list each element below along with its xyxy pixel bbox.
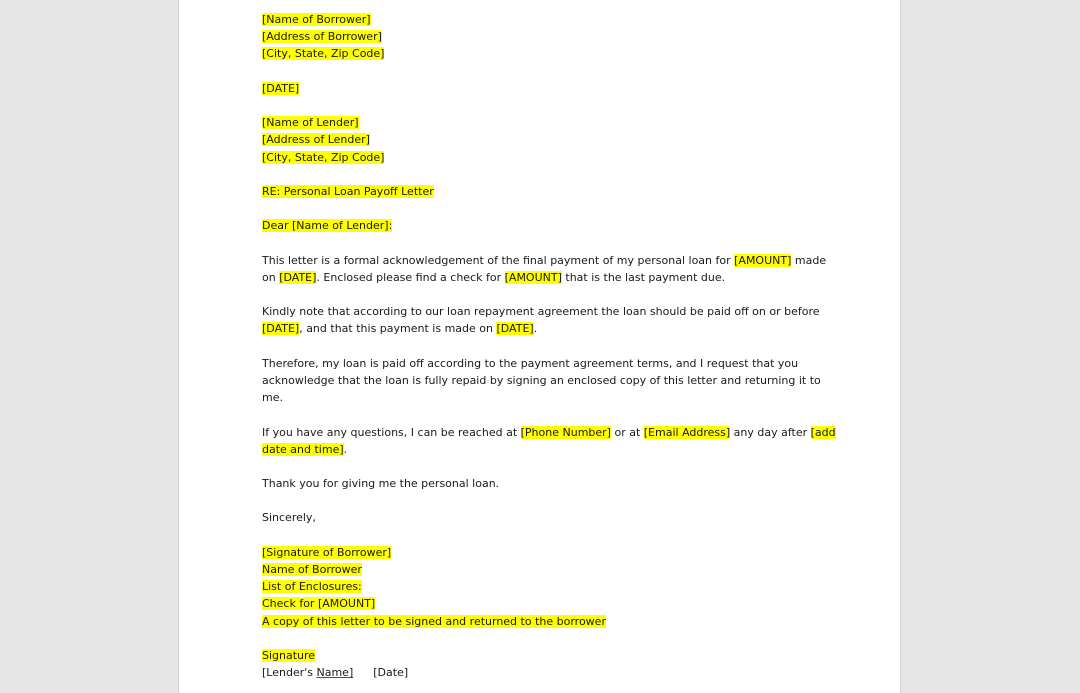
copy-line <box>262 613 822 630</box>
salutation: Dear [Name of Lender]: <box>262 219 393 233</box>
borrower-signature: [Signature of Borrower] <box>262 545 392 559</box>
paragraph-3-line-1: Therefore, my loan is paid off according to the payment agreement terms, and I request that you <box>262 356 799 370</box>
date-line <box>262 80 822 97</box>
date-placeholder-paid: [DATE] <box>496 322 534 336</box>
p2-text-1: Kindly note that according to our loan repayment agreement the loan should be paid off on or before <box>262 305 820 319</box>
enclosures-label: List of Enclosures: <box>262 580 362 594</box>
lender-name-word: Name] <box>316 666 354 680</box>
p4-text-1: If you have any questions, I can be reached at <box>262 425 521 439</box>
borrower-name: [Name of Borrower] <box>262 13 371 26</box>
p2-text-2: , and that this payment is made on <box>299 322 497 336</box>
enclosures-line <box>262 578 822 595</box>
borrower-city: [City, State, Zip Code] <box>262 47 385 61</box>
paragraph-1-line-1 <box>262 252 827 269</box>
thanks-line: Thank you for giving me the personal loan. <box>262 477 500 491</box>
p4-text-2: or at <box>610 425 644 439</box>
letter-body <box>262 11 836 681</box>
paragraph-2-line-1 <box>262 303 822 320</box>
paragraph-3-line-3: me. <box>262 391 283 405</box>
p1-text-3: on <box>262 270 280 284</box>
salutation-line <box>262 217 822 234</box>
borrower-name-line <box>262 11 822 28</box>
paragraph-1-line-2 <box>262 269 822 286</box>
p4-text-4: . <box>343 442 348 456</box>
lender-sign-date: [Date] <box>373 666 409 680</box>
phone-placeholder: [Phone Number] <box>520 425 611 439</box>
borrower-name-sign: Name of Borrower <box>262 563 362 576</box>
lender-address: [Address of Lender] <box>262 133 370 147</box>
lender-city: [City, State, Zip Code] <box>262 150 385 164</box>
amount-placeholder: [AMOUNT] <box>734 253 792 267</box>
copy-enclosure: A copy of this letter to be signed and returned to the borrower <box>262 614 606 628</box>
lender-name-prefix: [Lender's <box>262 666 317 680</box>
lender-name-line <box>262 114 822 131</box>
p1-text-4: . Enclosed please find a check for <box>316 270 505 284</box>
email-placeholder: [Email Address] <box>643 425 731 439</box>
p1-text-1: This letter is a formal acknowledgement of the final payment of my personal loan for <box>262 253 735 267</box>
paragraph-2-line-2 <box>262 320 822 337</box>
lender-city-line <box>262 149 822 166</box>
lender-name-date-line <box>262 664 822 681</box>
borrower-name-sign-line <box>262 561 822 578</box>
p1-text-5: that is the last payment due. <box>561 270 726 284</box>
lender-signature-label-line <box>262 647 822 664</box>
subject: RE: Personal Loan Payoff Letter <box>262 184 434 198</box>
check-enclosure: Check for [AMOUNT] <box>262 597 376 611</box>
letter-date: [DATE] <box>262 81 300 95</box>
date-placeholder: [DATE] <box>279 270 317 284</box>
add-date-placeholder: [add <box>810 425 836 439</box>
p2-text-3: . <box>533 322 538 336</box>
p4-text-3: any day after <box>730 425 811 439</box>
lender-name: [Name of Lender] <box>262 116 359 130</box>
lender-address-line <box>262 131 822 148</box>
signature-line <box>262 544 822 561</box>
borrower-address-line <box>262 28 822 45</box>
p1-text-2: made <box>791 253 827 267</box>
closing-line: Sincerely, <box>262 511 316 525</box>
document-page <box>178 0 901 693</box>
check-line <box>262 595 822 612</box>
paragraph-4-line-1 <box>262 424 836 441</box>
paragraph-3-line-2: acknowledge that the loan is fully repaid by signing an enclosed copy of this letter and returning it to <box>262 373 821 387</box>
subject-line <box>262 183 822 200</box>
borrower-address: [Address of Borrower] <box>262 30 382 44</box>
borrower-city-line <box>262 45 822 62</box>
date-time-placeholder: date and time] <box>262 442 344 456</box>
amount-placeholder-2: [AMOUNT] <box>504 270 562 284</box>
lender-signature-label: Signature <box>262 648 316 662</box>
date-placeholder-due: [DATE] <box>262 322 300 336</box>
paragraph-4-line-2 <box>262 441 822 458</box>
